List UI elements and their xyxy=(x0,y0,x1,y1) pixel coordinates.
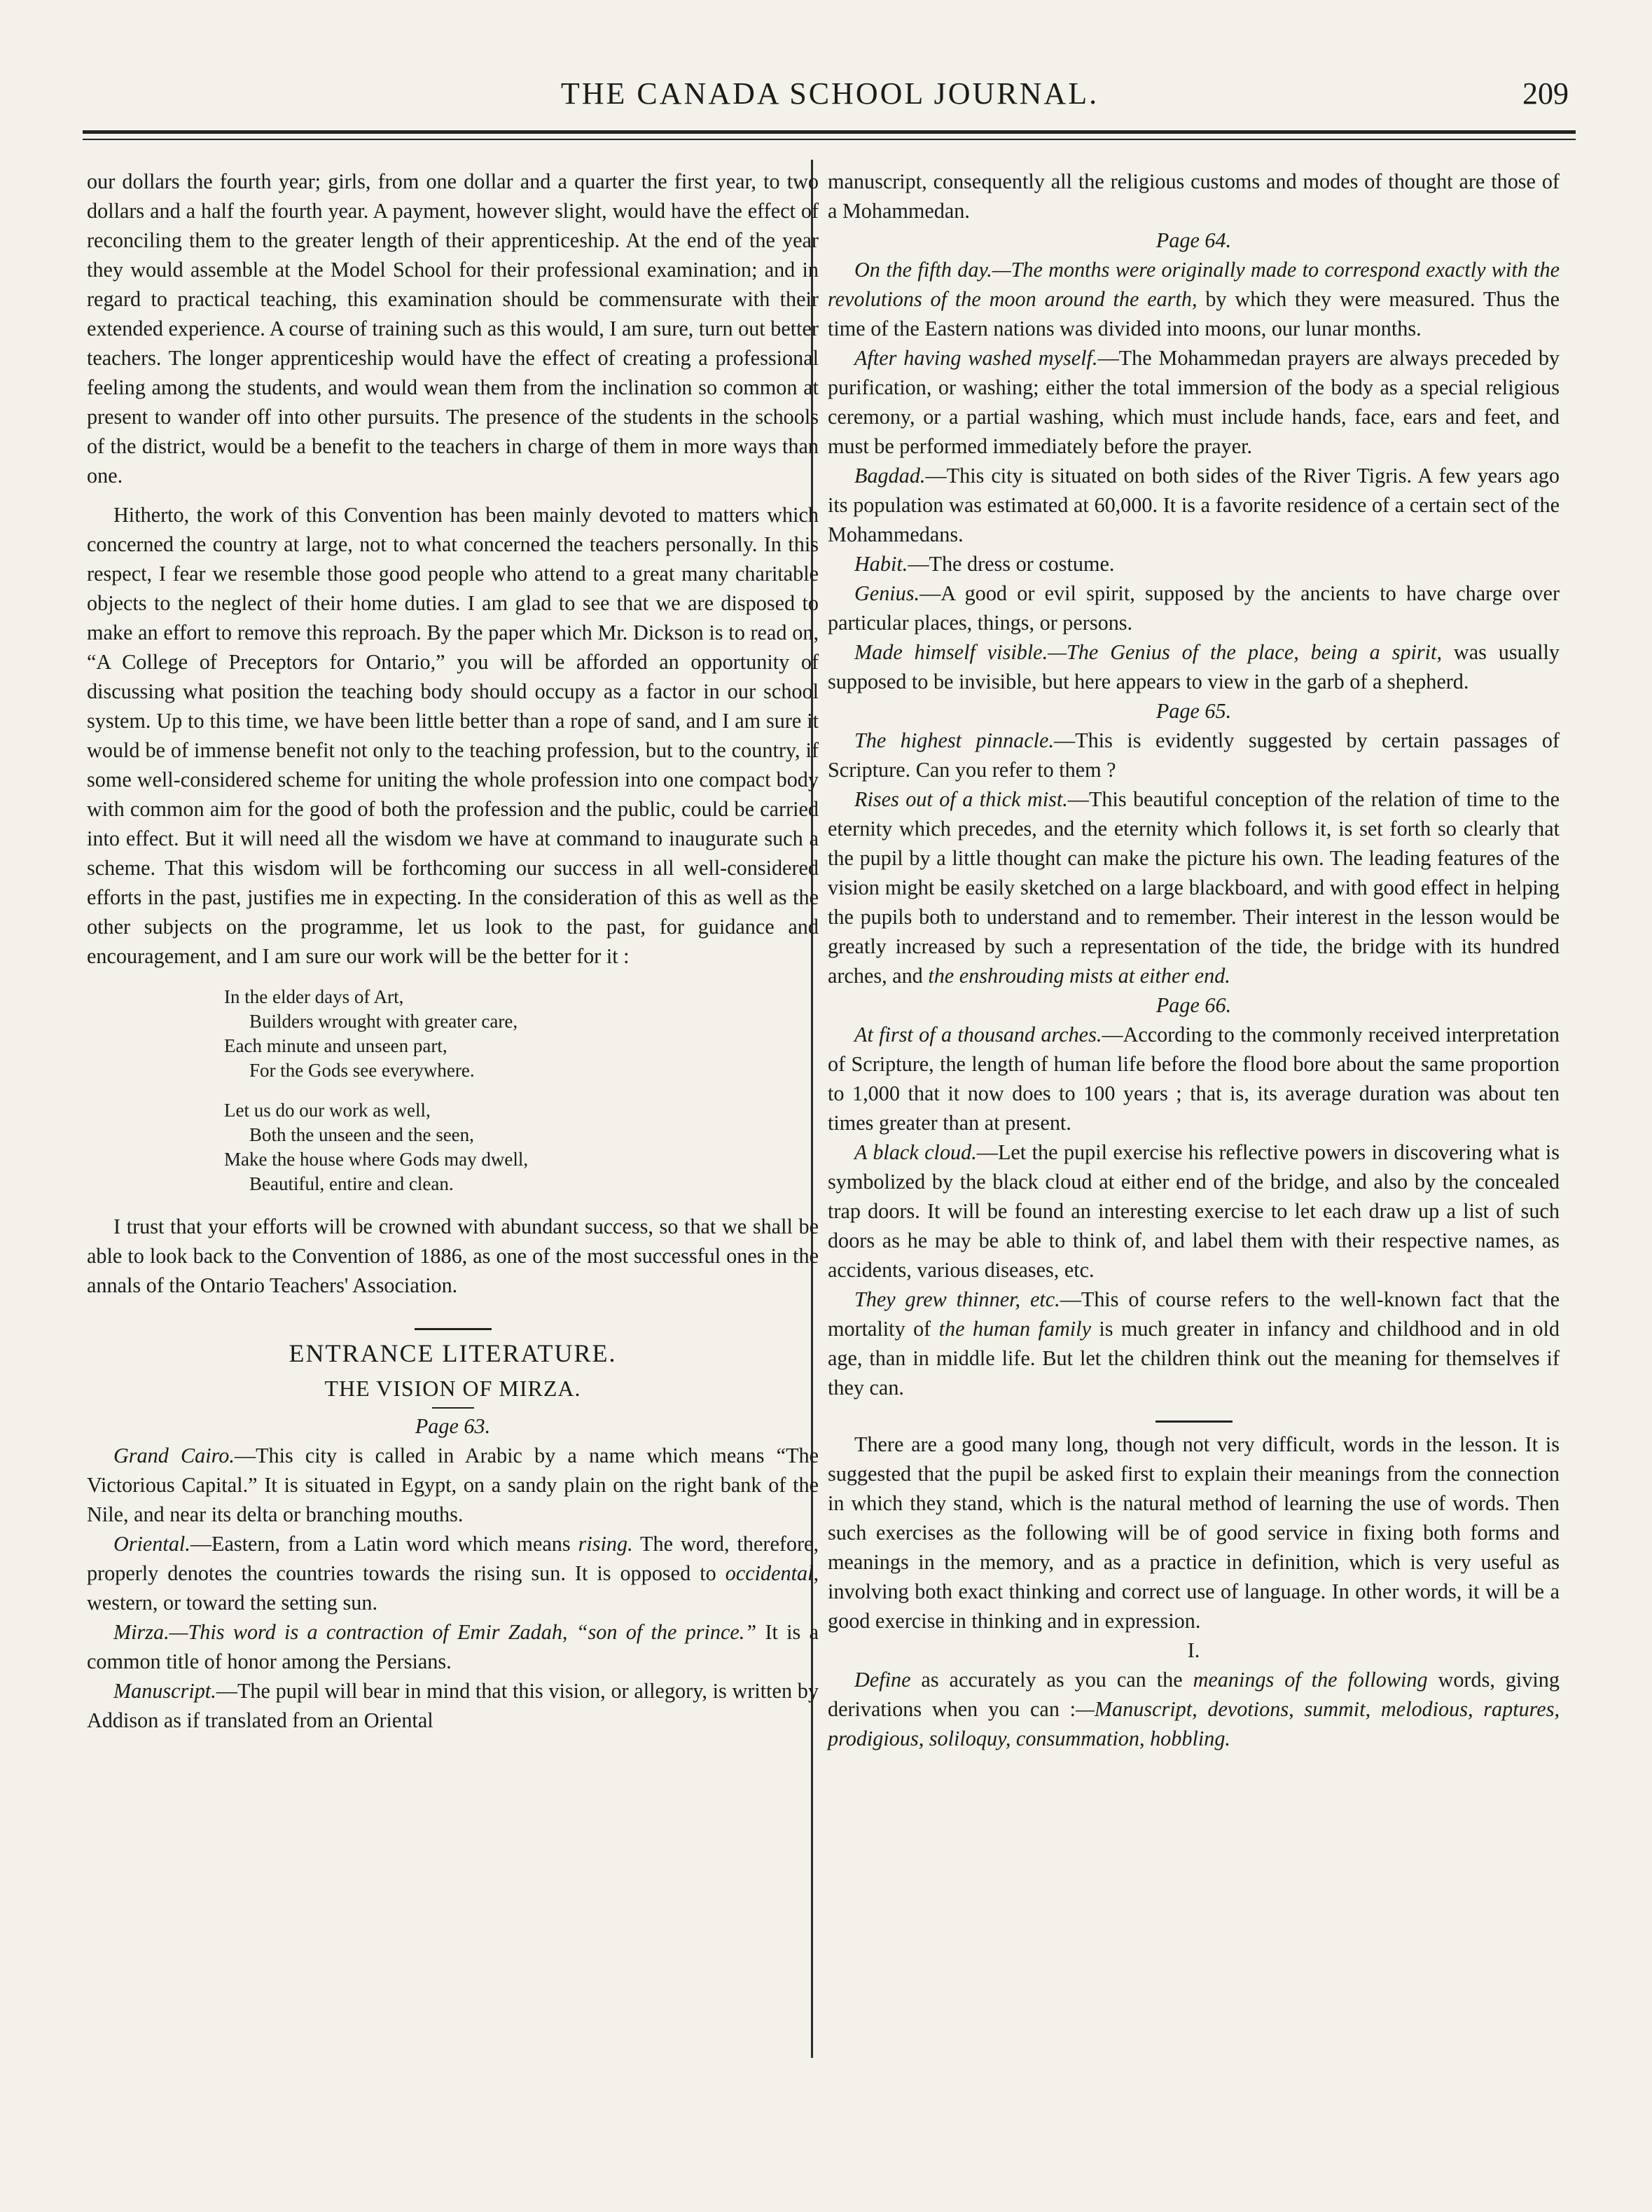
gloss-text: —A good or evil spirit, supposed by the ancients to have charge over particular places, things, or persons. xyxy=(828,581,1560,635)
gloss-term: Manuscript. xyxy=(113,1679,216,1703)
gloss-italic: —The Genius of the place, being a spirit, xyxy=(1048,640,1442,664)
page-label: Page 66. xyxy=(1155,993,1232,1017)
exercise-text xyxy=(828,1665,1560,1753)
gloss-italic: —The months were originally made to correspond exactly with the revolutions of the moon around the earth, xyxy=(828,258,1560,311)
gloss-term: Genius. xyxy=(854,581,920,605)
gloss-text: —This of course refers to the well-known fact that the mortality of xyxy=(828,1287,1560,1341)
gloss-text: —The pupil will bear in mind that this vision, or allegory, is written by Addison as if translated from an Oriental xyxy=(87,1679,819,1732)
poem-line: Let us do our work as well, xyxy=(224,1100,431,1121)
poem-line: Make the house where Gods may dwell, xyxy=(224,1149,529,1170)
gloss-text: The word, therefore, properly denotes the countries towards the rising sun. It is opposed to xyxy=(87,1532,819,1585)
page-number: 209 xyxy=(1522,76,1569,111)
gloss-entry xyxy=(828,1138,1560,1285)
gloss-text: —According to the commonly received interpretation of Scripture, the length of human life before the flood bore about the same proportion to 1,000 that it now does to 100 years ; that is, its average duration was about ten times greater than at present. xyxy=(828,1023,1560,1135)
exercise-numeral: I. xyxy=(1187,1638,1200,1662)
poem-line: Each minute and unseen part, xyxy=(224,1035,447,1056)
poem-line: Beautiful, entire and clean. xyxy=(249,1173,454,1194)
gloss-entry xyxy=(828,461,1560,549)
gloss-term: They grew thinner, etc. xyxy=(854,1287,1060,1311)
poem-stanza xyxy=(224,985,819,1083)
header-rule-thick xyxy=(83,130,1576,134)
gloss-text: —Eastern, from a Latin word which means xyxy=(190,1532,578,1556)
poem-line: Both the unseen and the seen, xyxy=(249,1124,474,1145)
journal-title: THE CANADA SCHOOL JOURNAL. xyxy=(560,76,1099,111)
gloss-entry xyxy=(828,549,1560,579)
gloss-term: Habit. xyxy=(854,552,908,576)
exercise-italic: Define xyxy=(854,1668,911,1692)
gloss-entry xyxy=(828,784,1560,990)
paragraph: manuscript, consequently all the religious customs and modes of thought are those of a Mohammedan. xyxy=(828,170,1560,223)
gloss-entry xyxy=(87,1441,819,1529)
section-rule xyxy=(415,1328,492,1330)
gloss-text: by which they were measured. Thus the time of the Eastern nations was divided into moons, our lunar months. xyxy=(828,287,1560,340)
gloss-entry xyxy=(828,579,1560,637)
gloss-entry xyxy=(828,1285,1560,1402)
gloss-italic: the human family xyxy=(938,1317,1091,1341)
paragraph: our dollars the fourth year; girls, from one dollar and a quarter the first year, to two dollars and a half the fourth year. A payment, however slight, would have the effect of reconciling them to the greater length of their apprenticeship. At the end of the year they would assemble at the Model School for their professional examination; and in regard to practical teaching, this examination should be commensurate with their extended experience. A course of training such as this would, I am sure, turn out better teachers. The longer apprenticeship would have the effect of creating a professional feeling among the students, and would wean them from the inclination so common at present to wander off into other pursuits. The presence of the students in the schools of the district, would be a benefit to the teachers in charge of them in more ways than one. xyxy=(87,170,819,488)
header-rule-thin xyxy=(83,139,1576,140)
exercise-italic: —Manuscript, devotions, summit, melodious, raptures, prodigious, soliloquy, consummation, hobbling. xyxy=(828,1697,1560,1750)
gloss-text: —The Mohammedan prayers are always preceded by purification, or washing; either the total immersion of the body as a special religious ceremony, or a partial washing, which must include hands, face, ears and feet, and must be performed immediately before the prayer. xyxy=(828,346,1560,458)
gloss-term: Bagdad. xyxy=(854,464,926,488)
gloss-term: On the fifth day. xyxy=(854,258,992,282)
gloss-italic: —This word is a contraction of Emir Zadah, “son of the prince.” xyxy=(169,1620,757,1644)
gloss-italic: the enshrouding mists at either end. xyxy=(928,964,1230,988)
poem-line: In the elder days of Art, xyxy=(224,986,404,1007)
gloss-text: western, or toward the setting sun. xyxy=(87,1591,377,1615)
gloss-term: A black cloud. xyxy=(854,1140,977,1164)
gloss-entry xyxy=(87,1529,819,1617)
gloss-term: Oriental. xyxy=(113,1532,190,1556)
poem-line: Builders wrought with greater care, xyxy=(249,1011,518,1032)
gloss-entry xyxy=(828,255,1560,343)
gloss-term: Made himself visible. xyxy=(854,640,1048,664)
poem-stanza xyxy=(224,1098,819,1196)
gloss-text: —This city is situated on both sides of the River Tigris. A few years ago its population was estimated at 60,000. It is a favorite residence of a certain sect of the Mohammedans. xyxy=(828,464,1560,546)
section-heading: ENTRANCE LITERATURE. xyxy=(289,1339,617,1367)
gloss-italic: rising. xyxy=(578,1532,633,1556)
gloss-entry xyxy=(87,1617,819,1676)
gloss-entry xyxy=(828,343,1560,461)
gloss-entry xyxy=(828,1020,1560,1138)
gloss-text: —Let the pupil exercise his reflective powers in discovering what is symbolized by the black cloud at either end of the bridge, and also by the concealed trap doors. It will be found an interesting exercise to let each draw up a list of such doors as he may be able to think of, and label them with their respective names, as accidents, various diseases, etc. xyxy=(828,1140,1560,1282)
right-column xyxy=(828,167,1560,1753)
section-rule xyxy=(1155,1420,1233,1423)
page-label: Page 65. xyxy=(1155,699,1232,723)
gloss-text: It is a common title of honor among the Persians. xyxy=(87,1620,819,1673)
exercise-plain: as accurately as you can the xyxy=(910,1668,1193,1692)
gloss-italic: occidental, xyxy=(725,1561,819,1585)
gloss-text: —This city is called in Arabic by a name which means “The Victorious Capital.” It is situated in Egypt, on a sandy plain on the right bank of the Nile, and near its delta or branching mouths. xyxy=(87,1444,819,1526)
gloss-text: —This beautiful conception of the relation of time to the eternity which precedes, and the eternity which follows it, is set forth so clearly that the pupil by a little thought can make the picture his own. The leading features of the vision might be easily sketched on a large blackboard, and with good effect in helping the pupils both to understand and to remember. Their interest in the lesson would be greatly increased by such a representation of the tide, the bridge with its hundred arches, and xyxy=(828,787,1560,988)
gloss-term: After having washed myself. xyxy=(854,346,1098,370)
left-column xyxy=(87,167,819,1735)
gloss-term: The highest pinnacle. xyxy=(854,728,1054,752)
gloss-text: —This is evidently suggested by certain passages of Scripture. Can you refer to them ? xyxy=(828,728,1560,782)
page-label: Page 64. xyxy=(1155,228,1232,252)
section-subheading: THE VISION OF MIRZA. xyxy=(324,1376,581,1401)
running-head xyxy=(84,76,1576,125)
poem xyxy=(224,985,819,1196)
section-rule-small xyxy=(432,1407,474,1409)
gloss-term: Mirza. xyxy=(113,1620,169,1644)
gloss-entry xyxy=(828,726,1560,784)
gloss-term: At first of a thousand arches. xyxy=(854,1023,1102,1046)
exercise-italic: meanings of the following xyxy=(1193,1668,1428,1692)
gloss-text: is much greater in infancy and childhood and in old age, than in middle life. But let the children think out the meaning for themselves if they can. xyxy=(828,1317,1560,1399)
paragraph: I trust that your efforts will be crowned with abundant success, so that we shall be able to look back to the Convention of 1886, as one of the most successful ones in the annals of the Ontario Teachers' Association. xyxy=(87,1215,819,1297)
page-label: Page 63. xyxy=(415,1414,491,1438)
gloss-entry xyxy=(87,1676,819,1735)
paragraph: There are a good many long, though not very difficult, words in the lesson. It is suggested that the pupil be asked first to explain their meanings from the connection in which they stand, which is the natural method of learning the use of words. Then such exercises as the following will be of good service in fixing both forms and meanings in the memory, and as a practice in definition, which is very useful as involving both exact thinking and correct use of language. In other words, it will be a good exercise in thinking and in expression. xyxy=(828,1432,1560,1633)
gloss-text: —The dress or costume. xyxy=(908,552,1115,576)
poem-line: For the Gods see everywhere. xyxy=(249,1060,475,1081)
gloss-entry xyxy=(828,637,1560,696)
gloss-term: Rises out of a thick mist. xyxy=(854,787,1068,811)
paragraph: Hitherto, the work of this Convention has been mainly devoted to matters which concerned the country at large, not to what concerned the teachers personally. In this respect, I fear we resemble those good people who attend to a great many charitable objects to the neglect of their home duties. I am glad to see that we are disposed to make an effort to remove this reproach. By the paper which Mr. Dickson is to read on, “A College of Preceptors for Ontario,” you will be afforded an opportunity of discussing what position the teaching body should occupy as a factor in our school system. Up to this time, we have been little better than a rope of sand, and I am sure it would be of immense benefit not only to the teaching profession, but to the country, if some well-considered scheme for uniting the whole profession into one compact body with common aim for the good of both the profession and the public, could be carried into effect. But it will need all the wisdom we have at command to inaugurate such a scheme. That this wisdom will be forthcoming our success in all well-considered efforts in the past, justifies me in expecting. In the consideration of this as well as the other subjects on the programme, let us look to the past, for guidance and encouragement, and I am sure our work will be the better for it : xyxy=(87,503,819,968)
gloss-text: was usually supposed to be invisible, but here appears to view in the garb of a shepherd. xyxy=(828,640,1560,693)
exercise-plain: words, giving derivations when you can : xyxy=(828,1668,1560,1721)
gloss-term: Grand Cairo. xyxy=(113,1444,235,1467)
